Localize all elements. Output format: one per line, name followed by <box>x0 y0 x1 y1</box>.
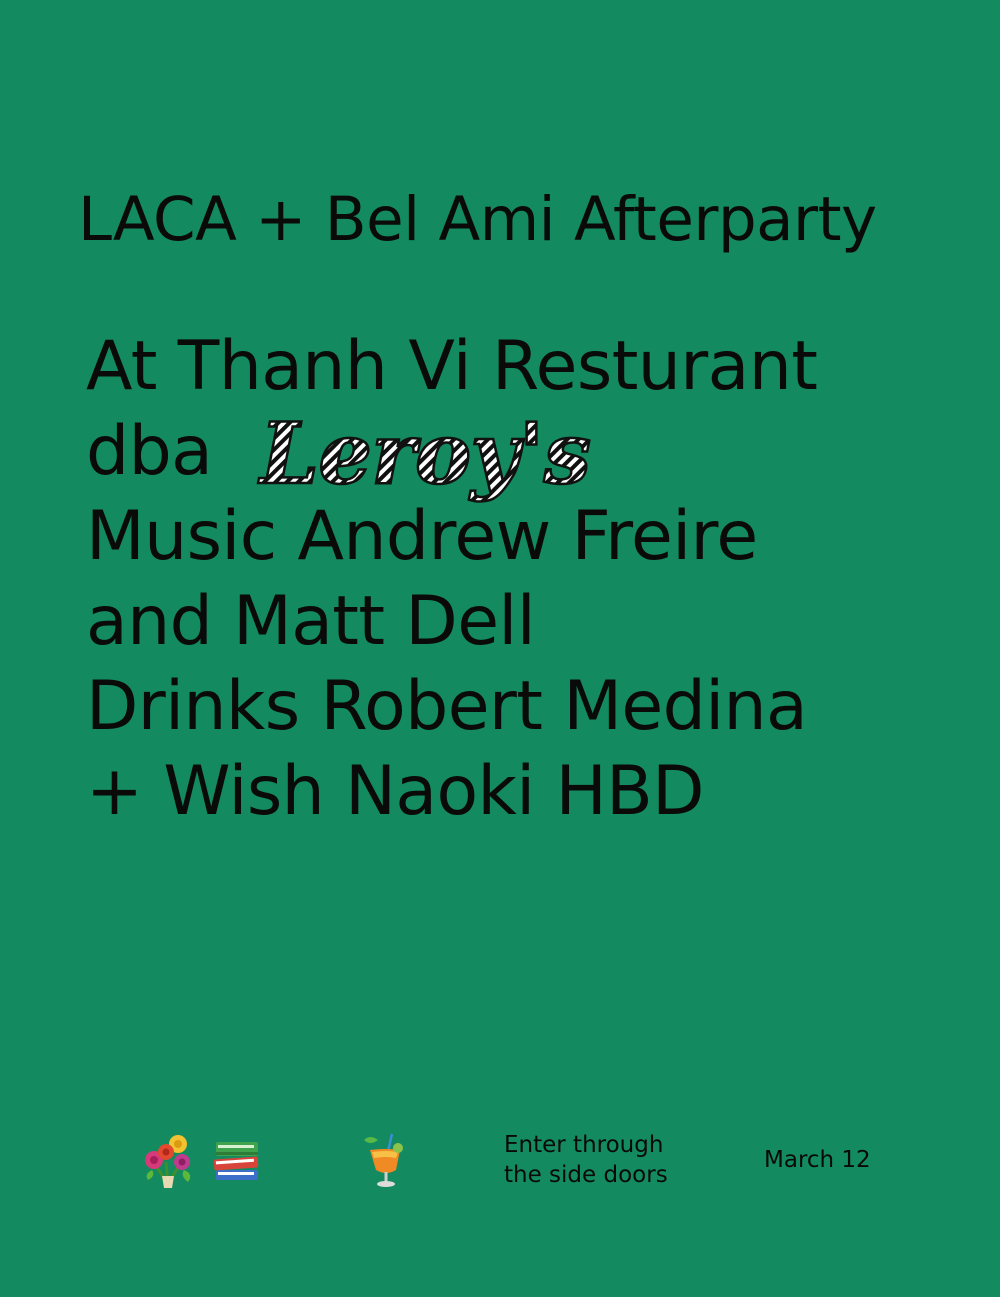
tropical-drink-icon <box>356 1130 416 1190</box>
page-title: LACA + Bel Ami Afterparty <box>78 184 877 255</box>
wish-line: + Wish Naoki HBD <box>86 752 704 831</box>
dba-label: dba <box>86 412 213 491</box>
leroys-logo <box>254 399 591 509</box>
event-details <box>86 324 817 834</box>
venue-line: At Thanh Vi Resturant <box>86 327 818 406</box>
entry-line-1: Enter through <box>504 1132 664 1158</box>
bouquet-icon <box>138 1130 198 1190</box>
entry-line-2: the side doors <box>504 1162 668 1188</box>
entry-instructions <box>504 1130 668 1190</box>
drinks-line: Drinks Robert Medina <box>86 667 808 746</box>
music-line-1: Music Andrew Freire <box>86 497 758 576</box>
books-icon <box>206 1128 266 1188</box>
dba-line <box>86 404 817 503</box>
event-date: March 12 <box>764 1147 871 1173</box>
logo-script-text: Leroy's <box>260 404 591 503</box>
music-line-2: and Matt Dell <box>86 582 536 661</box>
